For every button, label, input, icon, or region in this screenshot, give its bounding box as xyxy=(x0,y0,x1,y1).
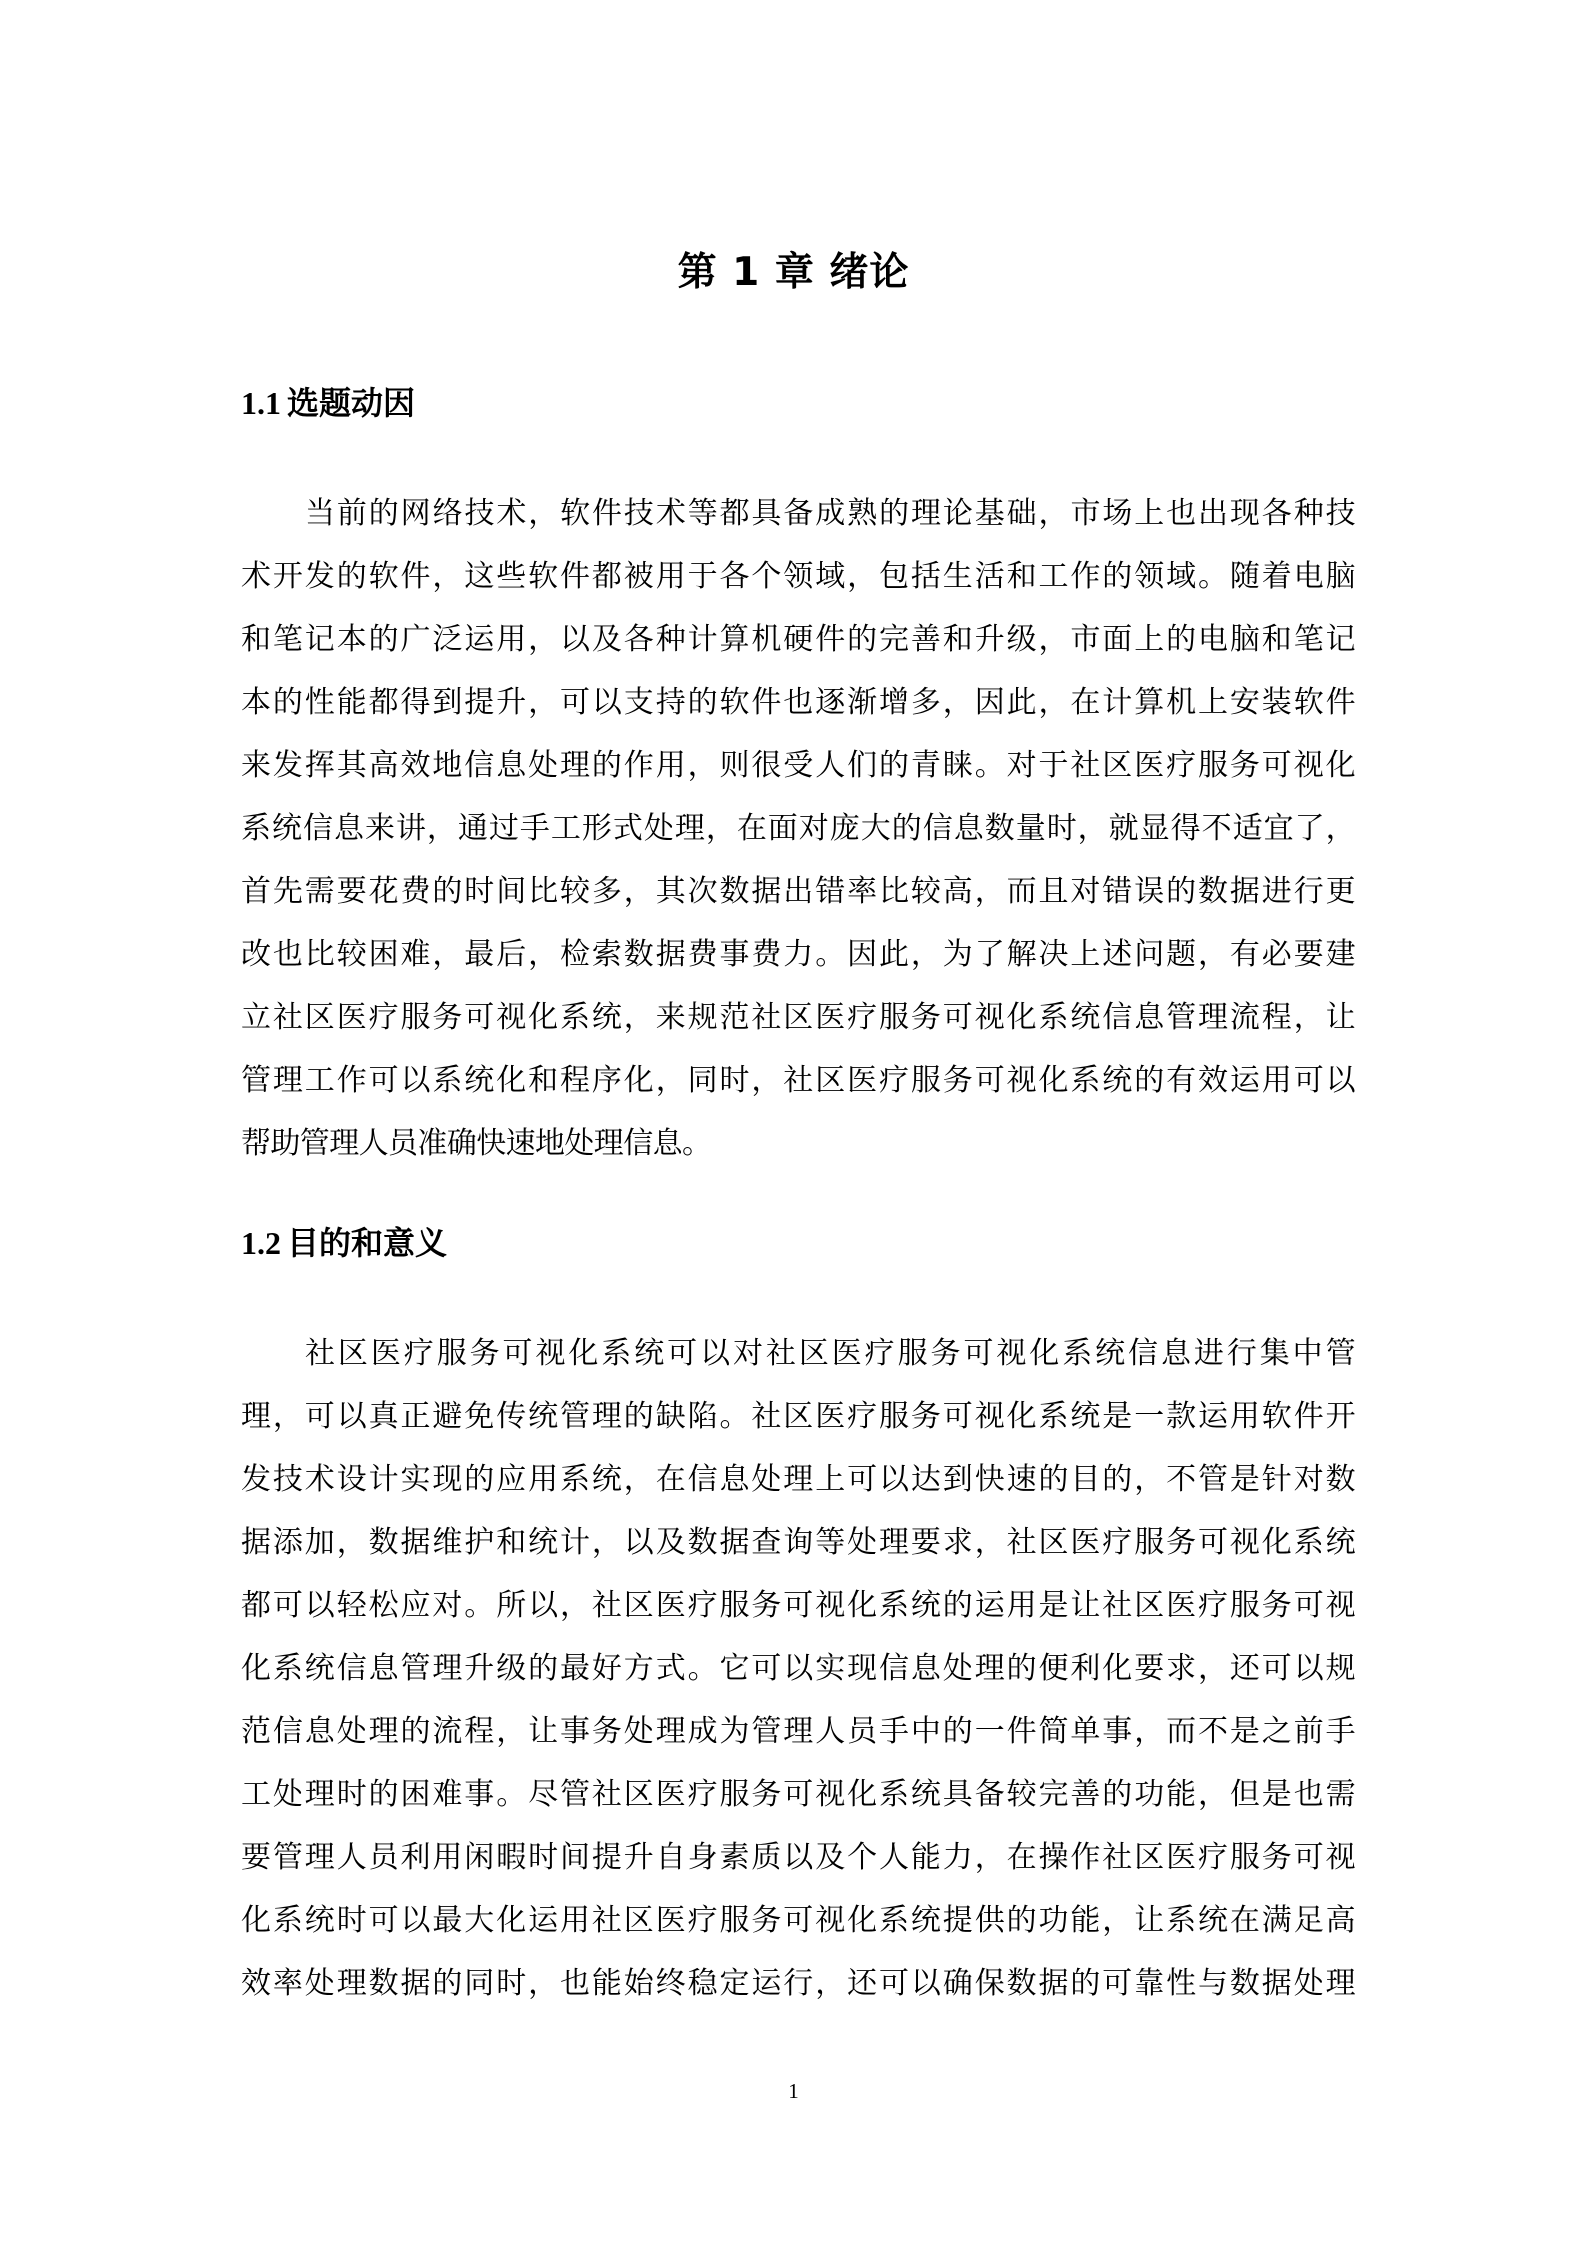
paragraph-line: 要管理人员利用闲暇时间提升自身素质以及个人能力，在操作社区医疗服务可视 xyxy=(241,1840,1355,1875)
paragraph-line: 和笔记本的广泛运用，以及各种计算机硬件的完善和升级，市面上的电脑和笔记 xyxy=(241,622,1355,657)
paragraph-line: 立社区医疗服务可视化系统，来规范社区医疗服务可视化系统信息管理流程，让 xyxy=(241,1000,1355,1035)
paragraph-line: 本的性能都得到提升，可以支持的软件也逐渐增多，因此，在计算机上安装软件 xyxy=(241,685,1355,720)
paragraph-line: 系统信息来讲，通过手工形式处理，在面对庞大的信息数量时，就显得不适宜了， xyxy=(241,811,1355,846)
paragraph-line: 改也比较困难，最后，检索数据费事费力。因此，为了解决上述问题，有必要建 xyxy=(241,937,1355,972)
paragraph-line: 社区医疗服务可视化系统可以对社区医疗服务可视化系统信息进行集中管 xyxy=(305,1336,1355,1371)
paragraph-line: 来发挥其高效地信息处理的作用，则很受人们的青睐。对于社区医疗服务可视化 xyxy=(241,748,1355,783)
paragraph-line: 发技术设计实现的应用系统，在信息处理上可以达到快速的目的，不管是针对数 xyxy=(241,1462,1355,1497)
paragraph-line: 效率处理数据的同时，也能始终稳定运行，还可以确保数据的可靠性与数据处理 xyxy=(241,1966,1355,2001)
section-heading-1-1 xyxy=(241,378,415,428)
paragraph-line: 当前的网络技术，软件技术等都具备成熟的理论基础，市场上也出现各种技 xyxy=(305,496,1355,531)
paragraph-line: 首先需要花费的时间比较多，其次数据出错率比较高，而且对错误的数据进行更 xyxy=(241,874,1355,909)
paragraph-line: 化系统信息管理升级的最好方式。它可以实现信息处理的便利化要求，还可以规 xyxy=(241,1651,1355,1686)
paragraph-line: 据添加，数据维护和统计，以及数据查询等处理要求，社区医疗服务可视化系统 xyxy=(241,1525,1355,1560)
paragraph-selection-motivation xyxy=(241,482,1355,1175)
section-number: 1.2 xyxy=(241,1225,281,1261)
paragraph-line: 术开发的软件，这些软件都被用于各个领域，包括生活和工作的领域。随着电脑 xyxy=(241,559,1355,594)
paragraph-line: 管理工作可以系统化和程序化，同时，社区医疗服务可视化系统的有效运用可以 xyxy=(241,1063,1355,1098)
section-number: 1.1 xyxy=(241,385,281,421)
paragraph-line: 范信息处理的流程，让事务处理成为管理人员手中的一件简单事，而不是之前手 xyxy=(241,1714,1355,1749)
paragraph-line: 理，可以真正避免传统管理的缺陷。社区医疗服务可视化系统是一款运用软件开 xyxy=(241,1399,1355,1434)
page-number: 1 xyxy=(788,2079,799,2103)
section-title-text: 目的和意义 xyxy=(287,1224,448,1262)
paragraph-line: 化系统时可以最大化运用社区医疗服务可视化系统提供的功能，让系统在满足高 xyxy=(241,1903,1355,1938)
chapter-title: 第 1 章 绪论 xyxy=(677,250,910,295)
paragraph-line: 帮助管理人员准确快速地处理信息。 xyxy=(241,1126,712,1161)
paragraph-line: 都可以轻松应对。所以，社区医疗服务可视化系统的运用是让社区医疗服务可视 xyxy=(241,1588,1355,1623)
paragraph-purpose-significance xyxy=(241,1322,1355,2015)
section-title-text: 选题动因 xyxy=(287,384,416,422)
section-heading-1-2 xyxy=(241,1218,447,1268)
paragraph-line: 工处理时的困难事。尽管社区医疗服务可视化系统具备较完善的功能，但是也需 xyxy=(241,1777,1355,1812)
